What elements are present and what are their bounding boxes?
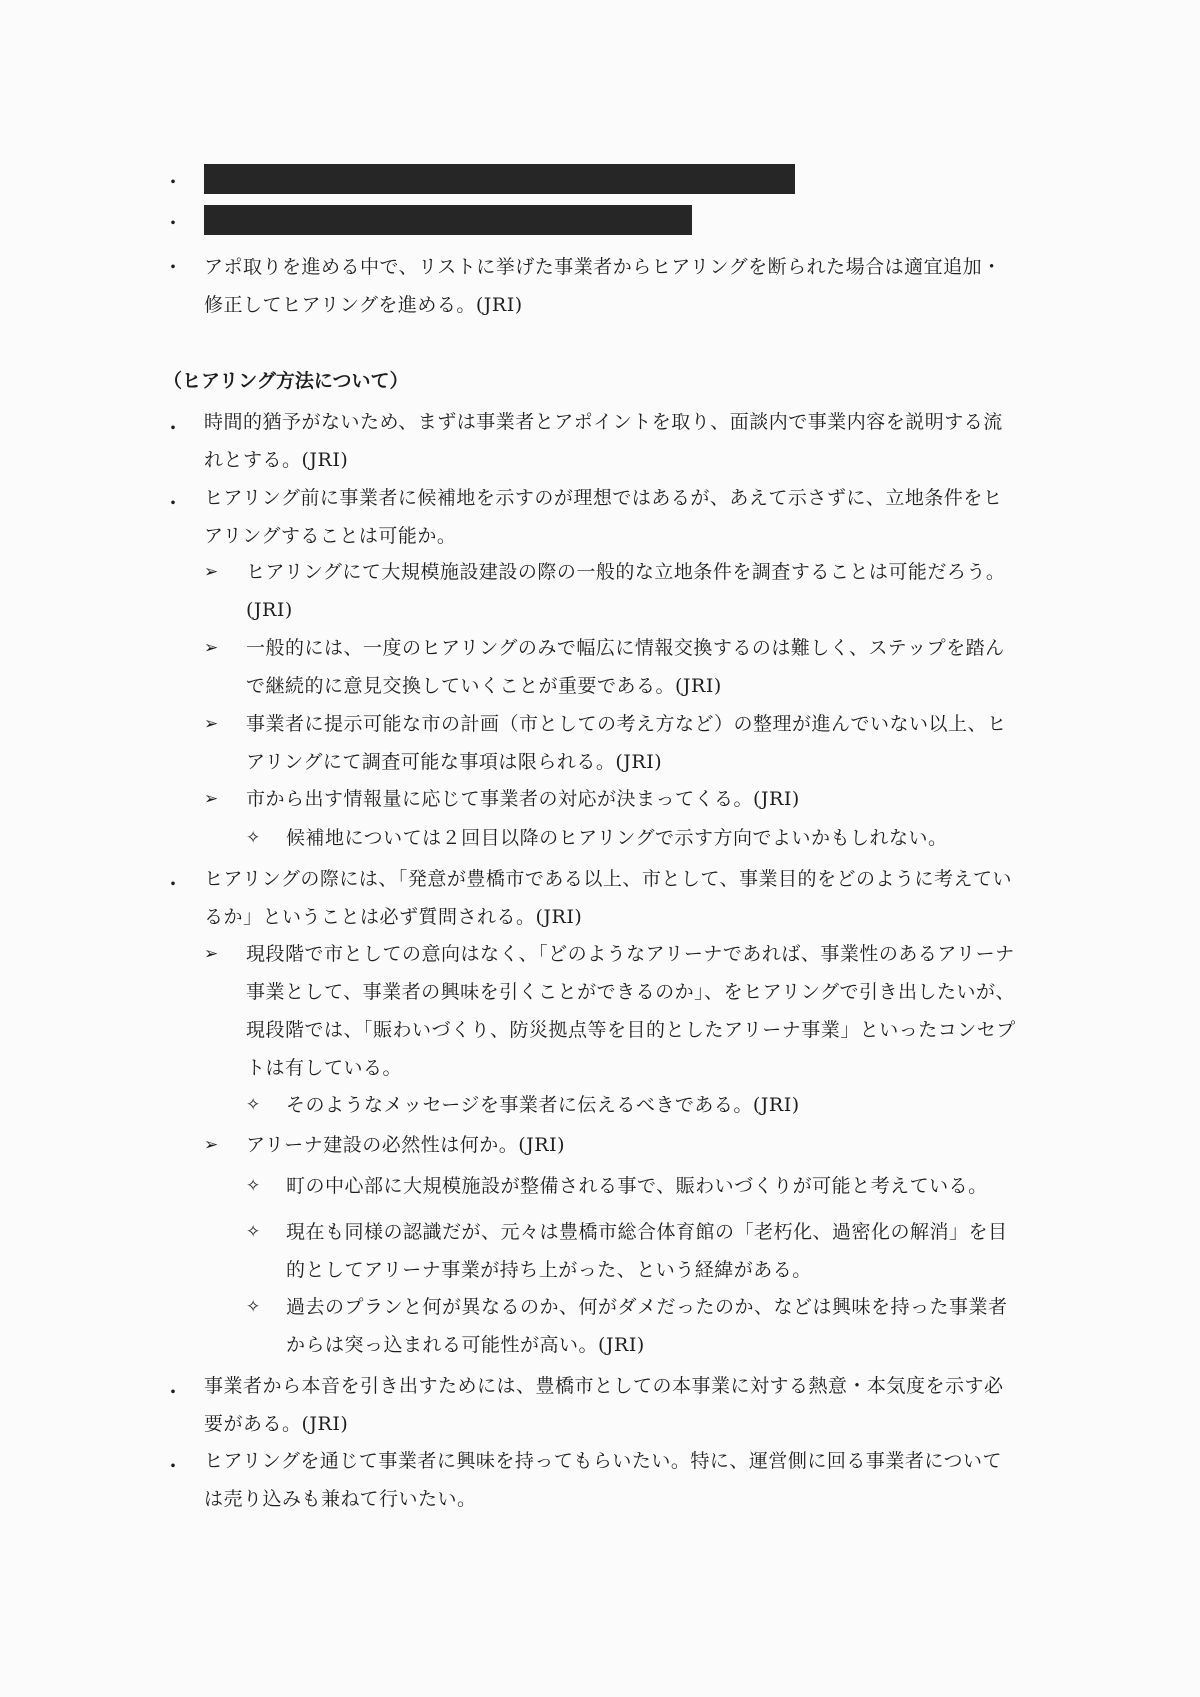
diamond-marker-icon: ✧ — [246, 1176, 261, 1196]
sub-item: 一般的には、一度のヒアリングのみで幅広に情報交換するのは難しく、ステップを踏ん で継続的に意見交換していくことが重要である。(JRI) — [246, 637, 1005, 697]
sub-sub-item: そのようなメッセージを事業者に伝えるべきである。(JRI) — [286, 1094, 800, 1116]
arrow-marker-icon: ➢ — [204, 638, 219, 658]
bullet-item: ヒアリングを通じて事業者に興味を持ってもらいたい。特に、運営側に回る事業者について は売り込みも兼ねて行いたい。 — [204, 1450, 1002, 1510]
bullet-item: 時間的猶予がないため、まずは事業者とアポイントを取り、面談内で事業内容を説明する流 れとする。(JRI) — [204, 411, 1003, 471]
sub-sub-item: 候補地については２回目以降のヒアリングで示す方向でよいかもしれない。 — [286, 827, 948, 849]
bullet-item: アポ取りを進める中で、リストに挙げた事業者からヒアリングを断られた場合は適宜追加・ 修正してヒアリングを進める。(JRI) — [204, 256, 1002, 316]
redaction-bar — [204, 164, 795, 194]
bullet-item: ヒアリング前に事業者に候補地を示すのが理想ではあるが、あえて示さずに、立地条件をヒ アリングすることは可能か。 — [204, 487, 1003, 547]
bullet-marker: ・ — [163, 872, 183, 896]
arrow-marker-icon: ➢ — [204, 944, 219, 964]
bullet-marker: ・ — [163, 1380, 183, 1404]
sub-item: アリーナ建設の必然性は何か。(JRI) — [246, 1134, 565, 1156]
sub-item: 現段階で市としての意向はなく、「どのようなアリーナであれば、事業性のあるアリーナ 事業として、事業者の興味を引くことができるのか」、をヒアリングで引き出したいが、 現段階では、「賑わいづくり、防災拠点等を目的としたアリーナ事業」といったコンセプ トは有している。 — [246, 943, 1016, 1079]
sub-item: 市から出す情報量に応じて事業者の対応が決まってくる。(JRI) — [246, 788, 800, 810]
diamond-marker-icon: ✧ — [246, 828, 261, 848]
sub-item: ヒアリングにて大規模施設建設の際の一般的な立地条件を調査することは可能だろう。 (JRI) — [246, 561, 1006, 621]
bullet-marker: ・ — [163, 211, 183, 235]
arrow-marker-icon: ➢ — [204, 789, 219, 809]
redaction-bar — [204, 205, 692, 235]
bullet-marker: ・ — [163, 170, 183, 194]
sub-sub-item: 現在も同様の認識だが、元々は豊橋市総合体育館の「老朽化、過密化の解消」を目 的としてアリーナ事業が持ち上がった、という経緯がある。 — [286, 1221, 1008, 1281]
arrow-marker-icon: ➢ — [204, 714, 219, 734]
bullet-marker: ・ — [163, 491, 183, 515]
sub-item: 事業者に提示可能な市の計画（市としての考え方など）の整理が進んでいない以上、ヒ アリングにて調査可能な事項は限られる。(JRI) — [246, 713, 1007, 773]
diamond-marker-icon: ✧ — [246, 1297, 261, 1317]
bullet-marker: ・ — [163, 1454, 183, 1478]
sub-sub-item: 過去のプランと何が異なるのか、何がダメだったのか、などは興味を持った事業者 からは突っ込まれる可能性が高い。(JRI) — [286, 1296, 1008, 1356]
section-heading: （ヒアリング方法について） — [163, 370, 409, 392]
diamond-marker-icon: ✧ — [246, 1095, 261, 1115]
bullet-item: ヒアリングの際には、「発意が豊橋市である以上、市として、事業目的をどのように考えてい るか」ということは必ず質問される。(JRI) — [204, 868, 1012, 928]
bullet-marker: ・ — [163, 416, 183, 440]
bullet-marker: ・ — [163, 255, 183, 279]
arrow-marker-icon: ➢ — [204, 1135, 219, 1155]
diamond-marker-icon: ✧ — [246, 1222, 261, 1242]
sub-sub-item: 町の中心部に大規模施設が整備される事で、賑わいづくりが可能と考えている。 — [286, 1175, 988, 1197]
bullet-item: 事業者から本音を引き出すためには、豊橋市としての本事業に対する熱意・本気度を示す必 要がある。(JRI) — [204, 1375, 1004, 1435]
arrow-marker-icon: ➢ — [204, 562, 219, 582]
